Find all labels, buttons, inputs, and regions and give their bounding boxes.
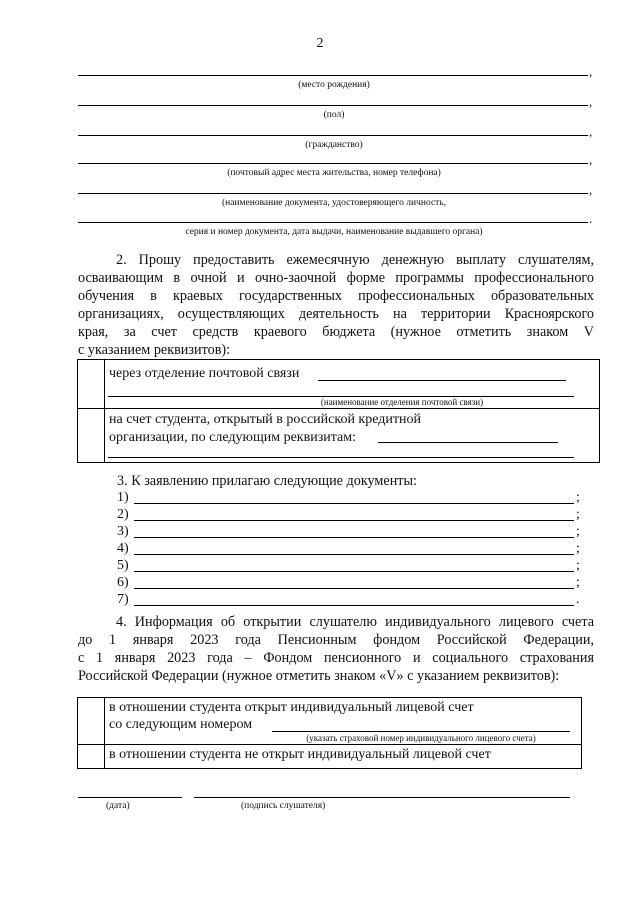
section2-line: края, за счет средств краевого бюджета (нужное отметить знаком V (78, 324, 594, 340)
document-tail: . (576, 592, 580, 607)
section4-line: Российской Федерации (нужное отметить знаком «V» с указанием реквизитов): (78, 668, 560, 684)
account-opened-label-2: со следующим номером (109, 717, 253, 732)
insurance-number-line[interactable] (272, 731, 570, 732)
document-number: 2) (117, 507, 129, 522)
document-line[interactable] (134, 537, 574, 538)
account-opened-label-1: в отношении студента открыт индивидуальный лицевой счет (109, 700, 474, 715)
section2-line: обучения в краевых государственных профессиональных образовательных (78, 288, 594, 304)
bank-account-label-1: на счет студента, открытый в российской кредитной (109, 412, 421, 427)
gender-line[interactable] (78, 105, 588, 106)
insurance-number-caption: (указать страховой номер индивидуального лицевого счета) (306, 733, 536, 743)
section2-line: организациях, осуществляющих деятельность на территории Красноярского (78, 306, 594, 322)
document-number: 4) (117, 541, 129, 556)
address-line[interactable] (78, 163, 588, 164)
document-number: 7) (117, 592, 129, 607)
date-caption: (дата) (106, 801, 130, 811)
bank-account-label-2: организации, по следующим реквизитам: (109, 430, 356, 445)
post-office-name-line[interactable] (318, 380, 566, 381)
gender-caption: (пол) (323, 110, 345, 120)
document-line[interactable] (134, 503, 574, 504)
bank-account-checkbox[interactable] (78, 409, 104, 461)
account-not-opened-label: в отношении студента не открыт индивидуальный лицевой счет (109, 747, 491, 762)
id-document-line[interactable] (78, 193, 588, 194)
document-number: 5) (117, 558, 129, 573)
document-line[interactable] (134, 554, 574, 555)
bank-details-line[interactable] (378, 442, 558, 443)
document-tail: ; (576, 558, 580, 573)
section2-line: с указанием реквизитов): (78, 342, 231, 358)
document-number: 3) (117, 524, 129, 539)
account-opened-checkbox[interactable] (78, 698, 104, 744)
id-details-caption: серия и номер документа, дата выдачи, наименование выдавшего органа) (185, 227, 483, 237)
section4-line: до 1 января 2023 года Пенсионным фондом Российской Федерации, (78, 632, 594, 648)
payment-table-row-divider (77, 408, 599, 409)
document-tail: ; (576, 490, 580, 505)
payment-table-divider (104, 359, 105, 462)
citizenship-caption: (гражданство) (305, 140, 363, 150)
document-line[interactable] (134, 520, 574, 521)
page-number: 2 (316, 36, 324, 51)
id-details-line[interactable] (78, 222, 588, 223)
post-office-checkbox[interactable] (78, 360, 104, 408)
citizenship-line[interactable] (78, 135, 588, 136)
id-details-tail: . (589, 211, 593, 226)
document-number: 1) (117, 490, 129, 505)
citizenship-tail: , (589, 124, 593, 139)
section3-title: 3. К заявлению прилагаю следующие документы: (117, 473, 417, 489)
document-number: 6) (117, 575, 129, 590)
section4-line: с 1 января 2023 года – Фондом пенсионного и социального страхования (78, 650, 594, 666)
date-line[interactable] (78, 797, 182, 798)
bank-details-line-2[interactable] (108, 457, 574, 458)
document-line[interactable] (134, 571, 574, 572)
section4-line: 4. Информация об открытии слушателю индивидуального лицевого счета (116, 614, 594, 630)
document-tail: ; (576, 507, 580, 522)
birthplace-caption: (место рождения) (298, 80, 370, 90)
gender-tail: , (589, 94, 593, 109)
document-line[interactable] (134, 588, 574, 589)
document-tail: ; (576, 541, 580, 556)
signature-caption: (подпись слушателя) (241, 801, 326, 811)
document-line[interactable] (134, 605, 574, 606)
address-tail: , (589, 152, 593, 167)
address-caption: (почтовый адрес места жительства, номер телефона) (227, 168, 441, 178)
section2-line: 2. Прошу предоставить ежемесячную денежную выплату слушателям, (116, 252, 594, 268)
id-document-caption: (наименование документа, удостоверяющего личность, (221, 198, 447, 208)
post-office-label: через отделение почтовой связи (109, 366, 300, 381)
birthplace-tail: , (589, 64, 593, 79)
document-tail: ; (576, 575, 580, 590)
signature-line[interactable] (194, 797, 570, 798)
section2-line: осваивающим в очной и очно-заочной форме программы профессионального (78, 270, 594, 286)
account-table-divider (104, 697, 105, 768)
section2-paragraph (78, 251, 594, 359)
account-not-opened-checkbox[interactable] (78, 745, 104, 767)
section4-paragraph (78, 613, 594, 685)
document-tail: ; (576, 524, 580, 539)
id-document-tail: , (589, 182, 593, 197)
birthplace-line[interactable] (78, 75, 588, 76)
account-table-row-divider (77, 744, 581, 745)
post-office-caption: (наименование отделения почтовой связи) (320, 397, 484, 407)
